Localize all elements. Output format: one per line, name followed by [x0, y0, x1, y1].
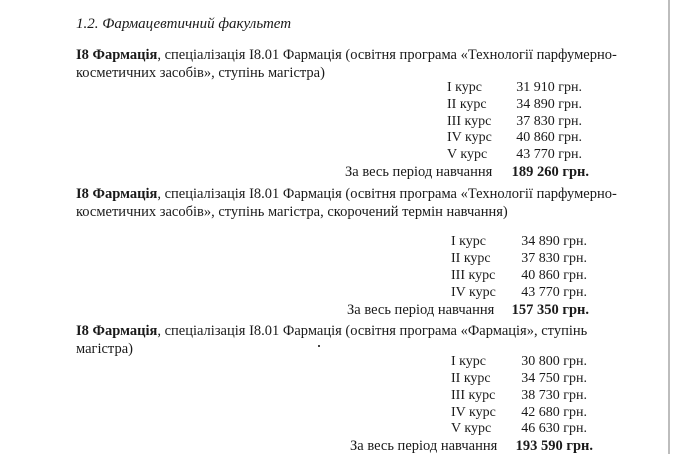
fee-amount: 37 830 грн. [521, 251, 587, 266]
year-label: ІІ курс [451, 251, 491, 266]
program-title-lead: І8 Фармація [76, 47, 158, 63]
year-label: ІV курс [451, 285, 496, 300]
fee-amount: 30 800 грн. [521, 354, 587, 369]
fee-row [451, 268, 591, 285]
total-amount: 189 260 грн. [511, 164, 589, 180]
page-edge-divider [668, 0, 670, 454]
fee-amount: 43 770 грн. [521, 285, 587, 300]
fee-row [447, 97, 587, 114]
fee-amount: 34 750 грн. [521, 371, 587, 386]
total-label: За весь період навчання [345, 164, 493, 180]
fee-amount: 46 630 грн. [521, 421, 587, 436]
fee-amount: 34 890 грн. [516, 97, 582, 112]
year-label: ІІ курс [451, 371, 491, 386]
year-label: V курс [447, 147, 488, 162]
program-title-rest: , спеціалізація І8.01 Фармація (освітня програма «Фармація», ступінь магістра) [76, 323, 588, 357]
total-label: За весь період навчання [347, 302, 495, 318]
total-row [347, 302, 597, 319]
fee-row [451, 285, 591, 302]
program-title-rest: , спеціалізація І8.01 Фармація (освітня програма «Технології парфумерно-косметичних засобів», ступінь магістра, скорочений термін навчання) [76, 186, 617, 220]
program-title [76, 322, 636, 358]
year-label: ІІ курс [447, 97, 487, 112]
fee-row [451, 388, 591, 405]
fee-amount: 40 860 грн. [516, 130, 582, 145]
total-row [345, 164, 595, 181]
total-label: За весь період навчання [350, 438, 498, 454]
fee-amount: 40 860 грн. [521, 268, 587, 283]
fee-row [447, 147, 587, 164]
fee-amount: 43 770 грн. [516, 147, 582, 162]
fee-amount: 42 680 грн. [521, 405, 587, 420]
year-label: ІV курс [451, 405, 496, 420]
fee-row [447, 80, 587, 97]
fee-row [447, 114, 587, 131]
year-label: ІІІ курс [451, 388, 496, 403]
scan-speck [318, 345, 320, 347]
year-label: І курс [451, 234, 486, 249]
fee-amount: 31 910 грн. [516, 80, 582, 95]
fee-row [451, 234, 591, 251]
fee-amount: 37 830 грн. [516, 114, 582, 129]
total-amount: 193 590 грн. [515, 438, 593, 454]
fee-amount: 38 730 грн. [521, 388, 587, 403]
year-label: І курс [451, 354, 486, 369]
program-title-lead: І8 Фармація [76, 186, 158, 202]
fee-amount: 34 890 грн. [521, 234, 587, 249]
fee-row [447, 130, 587, 147]
program-title-lead: І8 Фармація [76, 323, 158, 339]
fee-row [451, 421, 591, 438]
section-heading: 1.2. Фармацевтичний факультет [76, 16, 292, 32]
fee-row [451, 354, 591, 371]
program-title-rest: , спеціалізація І8.01 Фармація (освітня програма «Технології парфумерно-косметичних засобів», ступінь магістра) [76, 47, 617, 81]
year-label: І курс [447, 80, 482, 95]
fee-row [451, 251, 591, 268]
year-label: V курс [451, 421, 492, 436]
program-title [76, 46, 636, 82]
fee-row [451, 405, 591, 422]
year-label: ІV курс [447, 130, 492, 145]
year-label: ІІІ курс [451, 268, 496, 283]
total-row [350, 438, 600, 455]
total-amount: 157 350 грн. [511, 302, 589, 318]
year-label: ІІІ курс [447, 114, 492, 129]
fee-row [451, 371, 591, 388]
program-title [76, 185, 636, 221]
